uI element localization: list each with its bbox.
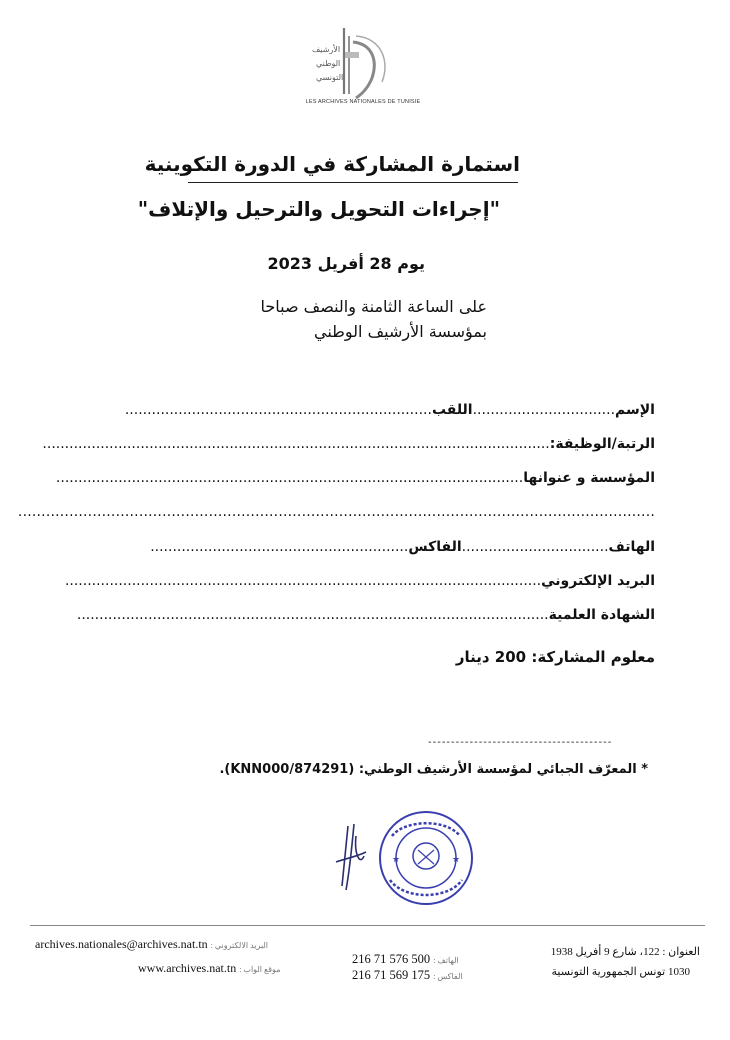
footer-email-row (35, 937, 268, 952)
degree-field[interactable]: .......................................................................................................... (76, 607, 549, 623)
form-title: استمارة المشاركة في الدورة التكوينية (144, 152, 520, 176)
logo-subtitle: LES ARCHIVES NATIONALES DE TUNISIE (305, 99, 421, 105)
footer-phone-row (352, 952, 459, 967)
logo-text-1: الأرشيف (312, 45, 341, 54)
name-label: الإسم (615, 402, 655, 418)
name-field[interactable]: ................................ (472, 402, 616, 418)
degree-label: الشهادة العلمية (548, 607, 655, 623)
footer-website[interactable]: www.archives.nat.tn (138, 961, 237, 975)
footer-website-row (138, 961, 280, 976)
degree-row (77, 607, 655, 623)
footer-address-2: 1030 تونس الجمهورية التونسية (551, 966, 690, 978)
footer-website-label: موقع الواب : (239, 965, 281, 974)
tax-id-note: * المعرّف الجبائي لمؤسسة الأرشيف الوطني: (874291/KNN000). (219, 762, 648, 777)
form-subtitle: "إجراءات التحويل والترحيل والإتلاف" (137, 197, 500, 221)
name-row (125, 402, 655, 418)
footer-fax-row (352, 968, 463, 983)
org-field[interactable]: ......................................................................................................... (55, 470, 524, 486)
svg-text:★: ★ (452, 855, 461, 865)
rank-label: الرتبة/الوظيفة: (549, 436, 655, 452)
phone-label: الهاتف (608, 539, 655, 555)
official-stamp (334, 806, 484, 910)
session-date: يوم 28 أفريل 2023 (267, 254, 425, 273)
signature-line: ---------------------------------------- (428, 737, 613, 748)
session-time: على الساعة الثامنة والنصف صباحا (260, 297, 487, 316)
footer-phone-label: الهاتف : (433, 956, 459, 965)
email-field[interactable]: ........................................................................................................... (64, 573, 542, 589)
fax-field[interactable]: .......................................................... (150, 539, 409, 555)
phone-row (150, 539, 655, 555)
svg-text:★: ★ (392, 855, 401, 865)
email-row (65, 573, 655, 589)
session-place: بمؤسسة الأرشيف الوطني (314, 322, 487, 341)
org-row (56, 470, 655, 486)
rank-field[interactable]: .................................................................................................................. (42, 436, 550, 452)
footer-fax: 216 71 569 175 (352, 968, 431, 982)
fax-label: الفاكس (408, 539, 462, 555)
org-extra-field[interactable]: ......................................................................................................................................... (17, 504, 655, 520)
footer-address-1: العنوان : 122، شارع 9 أفريل 1938 (550, 946, 700, 958)
footer-email-label: البريد الالكتروني : (210, 941, 269, 950)
title-underline (188, 182, 518, 183)
footer-email[interactable]: archives.nationales@archives.nat.tn (35, 937, 208, 951)
org-label: المؤسسة و عنوانها (523, 470, 655, 486)
org-extra-row (18, 504, 655, 520)
participation-fee: معلوم المشاركة: 200 دينار (455, 648, 655, 666)
rank-row (42, 436, 655, 452)
surname-field[interactable]: ..................................................................... (124, 402, 432, 418)
footer-phone: 216 71 576 500 (352, 952, 431, 966)
logo-text-2: الوطني (316, 59, 341, 68)
footer-fax-label: الفاكس : (433, 972, 463, 981)
signature-scribble (336, 824, 366, 890)
phone-field[interactable]: ................................. (461, 539, 609, 555)
footer-divider (30, 925, 705, 926)
logo-text-3: التونسي (316, 73, 344, 82)
surname-label: اللقب (431, 402, 473, 418)
email-label: البريد الإلكتروني (541, 573, 655, 589)
